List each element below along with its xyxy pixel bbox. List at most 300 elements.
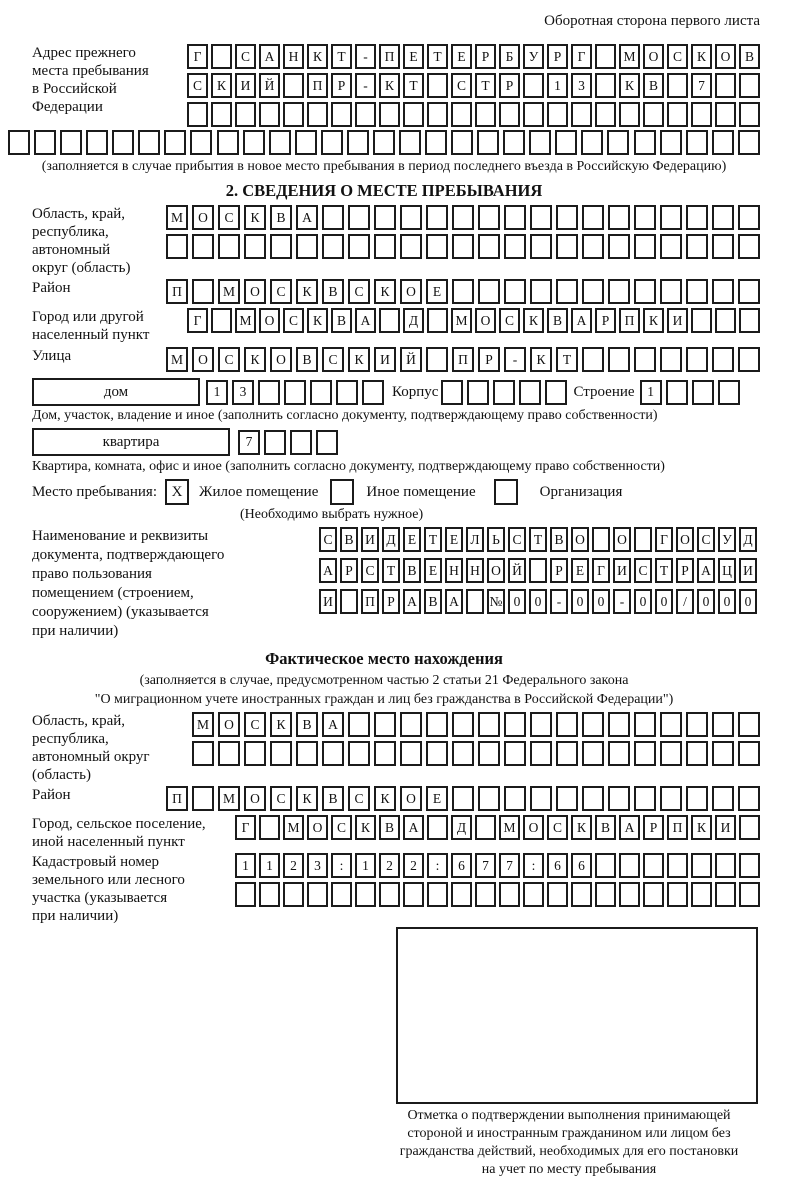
char-cell[interactable] [270, 234, 292, 259]
char-cell[interactable] [634, 712, 656, 737]
char-cell[interactable]: 1 [547, 73, 568, 98]
char-cell[interactable] [530, 741, 552, 766]
char-cell[interactable] [660, 741, 682, 766]
char-cell[interactable]: Т [655, 558, 673, 583]
char-cell[interactable] [556, 205, 578, 230]
char-cell[interactable]: С [218, 205, 240, 230]
char-cell[interactable] [34, 130, 56, 155]
char-cell[interactable]: Е [403, 527, 421, 552]
char-cell[interactable]: И [361, 527, 379, 552]
char-cell[interactable] [296, 741, 318, 766]
char-cell[interactable]: 0 [529, 589, 547, 614]
char-cell[interactable] [187, 102, 208, 127]
char-cell[interactable] [426, 347, 448, 372]
char-cell[interactable]: В [296, 712, 318, 737]
char-cell[interactable] [218, 741, 240, 766]
char-cell[interactable] [452, 741, 474, 766]
char-cell[interactable] [235, 882, 256, 907]
char-cell[interactable]: В [550, 527, 568, 552]
char-cell[interactable] [374, 741, 396, 766]
char-cell[interactable]: Е [571, 558, 589, 583]
char-cell[interactable]: 6 [571, 853, 592, 878]
char-cell[interactable]: Е [445, 527, 463, 552]
char-cell[interactable] [686, 279, 708, 304]
char-cell[interactable] [643, 853, 664, 878]
char-cell[interactable] [466, 589, 484, 614]
char-cell[interactable]: 7 [238, 430, 260, 455]
char-cell[interactable] [452, 712, 474, 737]
char-cell[interactable]: 6 [547, 853, 568, 878]
char-cell[interactable] [634, 130, 656, 155]
char-cell[interactable] [321, 130, 343, 155]
char-cell[interactable] [738, 786, 760, 811]
char-cell[interactable]: В [270, 205, 292, 230]
char-cell[interactable] [738, 347, 760, 372]
char-cell[interactable] [667, 882, 688, 907]
char-cell[interactable]: К [530, 347, 552, 372]
char-cell[interactable] [739, 73, 760, 98]
char-cell[interactable]: : [523, 853, 544, 878]
char-cell[interactable] [427, 308, 448, 333]
char-cell[interactable]: Т [427, 44, 448, 69]
char-cell[interactable]: - [355, 44, 376, 69]
char-cell[interactable] [686, 712, 708, 737]
char-cell[interactable]: К [296, 279, 318, 304]
char-cell[interactable] [712, 741, 734, 766]
char-cell[interactable]: С [331, 815, 352, 840]
char-cell[interactable]: П [166, 786, 188, 811]
char-cell[interactable]: К [379, 73, 400, 98]
char-cell[interactable] [691, 882, 712, 907]
char-cell[interactable] [715, 308, 736, 333]
char-cell[interactable] [348, 712, 370, 737]
char-cell[interactable]: С [451, 73, 472, 98]
char-cell[interactable]: А [403, 589, 421, 614]
char-cell[interactable]: К [211, 73, 232, 98]
char-cell[interactable] [348, 205, 370, 230]
char-cell[interactable] [660, 205, 682, 230]
char-cell[interactable]: И [235, 73, 256, 98]
char-cell[interactable] [739, 308, 760, 333]
char-cell[interactable]: 0 [655, 589, 673, 614]
char-cell[interactable] [166, 234, 188, 259]
char-cell[interactable] [686, 234, 708, 259]
char-cell[interactable]: В [331, 308, 352, 333]
checkbox-organizatsiya[interactable] [494, 479, 518, 505]
char-cell[interactable] [192, 234, 214, 259]
char-cell[interactable]: Г [235, 815, 256, 840]
char-cell[interactable]: О [192, 347, 214, 372]
char-cell[interactable] [322, 741, 344, 766]
char-cell[interactable]: / [676, 589, 694, 614]
char-cell[interactable]: К [355, 815, 376, 840]
char-cell[interactable] [582, 234, 604, 259]
char-cell[interactable] [504, 712, 526, 737]
char-cell[interactable]: С [218, 347, 240, 372]
char-cell[interactable]: О [270, 347, 292, 372]
char-cell[interactable] [582, 786, 604, 811]
char-cell[interactable] [211, 44, 232, 69]
char-cell[interactable] [307, 882, 328, 907]
char-cell[interactable]: Е [426, 279, 448, 304]
char-cell[interactable] [427, 882, 448, 907]
char-cell[interactable] [738, 279, 760, 304]
char-cell[interactable] [478, 279, 500, 304]
char-cell[interactable] [556, 234, 578, 259]
char-cell[interactable] [499, 882, 520, 907]
char-cell[interactable] [211, 102, 232, 127]
char-cell[interactable] [322, 234, 344, 259]
char-cell[interactable]: М [166, 347, 188, 372]
char-cell[interactable] [712, 712, 734, 737]
char-cell[interactable]: А [445, 589, 463, 614]
char-cell[interactable] [259, 815, 280, 840]
char-cell[interactable]: С [361, 558, 379, 583]
char-cell[interactable]: С [187, 73, 208, 98]
char-cell[interactable] [295, 130, 317, 155]
char-cell[interactable]: 7 [691, 73, 712, 98]
char-cell[interactable]: Й [400, 347, 422, 372]
char-cell[interactable] [427, 102, 448, 127]
char-cell[interactable] [243, 130, 265, 155]
char-cell[interactable]: Р [340, 558, 358, 583]
char-cell[interactable]: В [379, 815, 400, 840]
char-cell[interactable]: Г [187, 308, 208, 333]
char-cell[interactable]: К [619, 73, 640, 98]
char-cell[interactable] [595, 853, 616, 878]
char-cell[interactable] [244, 741, 266, 766]
char-cell[interactable] [316, 430, 338, 455]
char-cell[interactable] [667, 853, 688, 878]
char-cell[interactable]: Е [426, 786, 448, 811]
char-cell[interactable]: С [697, 527, 715, 552]
char-cell[interactable] [582, 279, 604, 304]
char-cell[interactable] [547, 102, 568, 127]
char-cell[interactable] [738, 234, 760, 259]
char-cell[interactable] [660, 786, 682, 811]
char-cell[interactable] [667, 73, 688, 98]
char-cell[interactable] [519, 380, 541, 405]
char-cell[interactable] [451, 102, 472, 127]
char-cell[interactable]: Г [655, 527, 673, 552]
char-cell[interactable]: - [504, 347, 526, 372]
char-cell[interactable]: С [270, 786, 292, 811]
char-cell[interactable] [374, 205, 396, 230]
char-cell[interactable]: 1 [355, 853, 376, 878]
char-cell[interactable] [258, 380, 280, 405]
char-cell[interactable]: 6 [451, 853, 472, 878]
char-cell[interactable]: Ь [487, 527, 505, 552]
char-cell[interactable]: С [634, 558, 652, 583]
char-cell[interactable] [86, 130, 108, 155]
char-cell[interactable] [523, 73, 544, 98]
char-cell[interactable]: К [348, 347, 370, 372]
char-cell[interactable] [8, 130, 30, 155]
char-cell[interactable] [530, 712, 552, 737]
char-cell[interactable]: Й [508, 558, 526, 583]
char-cell[interactable] [582, 741, 604, 766]
char-cell[interactable]: И [667, 308, 688, 333]
char-cell[interactable] [478, 712, 500, 737]
char-cell[interactable] [739, 815, 760, 840]
char-cell[interactable]: Т [403, 73, 424, 98]
char-cell[interactable]: С [667, 44, 688, 69]
char-cell[interactable]: И [319, 589, 337, 614]
char-cell[interactable] [452, 279, 474, 304]
char-cell[interactable] [478, 741, 500, 766]
char-cell[interactable] [452, 205, 474, 230]
char-cell[interactable]: К [523, 308, 544, 333]
char-cell[interactable]: В [340, 527, 358, 552]
char-cell[interactable]: - [613, 589, 631, 614]
char-cell[interactable] [607, 130, 629, 155]
char-cell[interactable] [478, 786, 500, 811]
char-cell[interactable]: 1 [640, 380, 662, 405]
char-cell[interactable]: К [691, 815, 712, 840]
checkbox-inoe[interactable] [330, 479, 354, 505]
char-cell[interactable] [686, 205, 708, 230]
char-cell[interactable] [581, 130, 603, 155]
char-cell[interactable]: В [322, 279, 344, 304]
char-cell[interactable] [270, 741, 292, 766]
char-cell[interactable] [712, 347, 734, 372]
char-cell[interactable]: О [676, 527, 694, 552]
char-cell[interactable]: С [270, 279, 292, 304]
char-cell[interactable] [718, 380, 740, 405]
char-cell[interactable]: Р [643, 815, 664, 840]
char-cell[interactable] [452, 234, 474, 259]
char-cell[interactable]: В [739, 44, 760, 69]
char-cell[interactable] [619, 102, 640, 127]
char-cell[interactable] [660, 234, 682, 259]
char-cell[interactable] [571, 882, 592, 907]
char-cell[interactable] [348, 741, 370, 766]
char-cell[interactable]: В [403, 558, 421, 583]
char-cell[interactable] [503, 130, 525, 155]
char-cell[interactable]: Т [382, 558, 400, 583]
char-cell[interactable]: К [244, 205, 266, 230]
char-cell[interactable]: Т [529, 527, 547, 552]
char-cell[interactable]: Е [403, 44, 424, 69]
char-cell[interactable] [634, 234, 656, 259]
char-cell[interactable] [738, 130, 760, 155]
char-cell[interactable] [322, 205, 344, 230]
char-cell[interactable] [362, 380, 384, 405]
char-cell[interactable] [608, 347, 630, 372]
char-cell[interactable]: В [547, 308, 568, 333]
char-cell[interactable] [686, 130, 708, 155]
char-cell[interactable]: Й [259, 73, 280, 98]
char-cell[interactable]: А [619, 815, 640, 840]
char-cell[interactable] [619, 882, 640, 907]
char-cell[interactable]: К [643, 308, 664, 333]
char-cell[interactable]: А [571, 308, 592, 333]
char-cell[interactable] [529, 130, 551, 155]
char-cell[interactable]: К [374, 786, 396, 811]
char-cell[interactable] [331, 102, 352, 127]
char-cell[interactable] [475, 102, 496, 127]
char-cell[interactable]: 1 [206, 380, 228, 405]
char-cell[interactable]: 0 [508, 589, 526, 614]
char-cell[interactable] [493, 380, 515, 405]
char-cell[interactable]: О [613, 527, 631, 552]
char-cell[interactable] [715, 73, 736, 98]
char-cell[interactable]: П [166, 279, 188, 304]
char-cell[interactable] [523, 102, 544, 127]
char-cell[interactable] [290, 430, 312, 455]
char-cell[interactable]: А [322, 712, 344, 737]
char-cell[interactable] [452, 786, 474, 811]
char-cell[interactable] [403, 882, 424, 907]
char-cell[interactable]: О [218, 712, 240, 737]
char-cell[interactable]: В [322, 786, 344, 811]
char-cell[interactable] [379, 102, 400, 127]
char-cell[interactable]: : [331, 853, 352, 878]
char-cell[interactable] [504, 786, 526, 811]
char-cell[interactable]: С [348, 279, 370, 304]
char-cell[interactable]: 1 [235, 853, 256, 878]
char-cell[interactable]: О [307, 815, 328, 840]
char-cell[interactable] [715, 853, 736, 878]
char-cell[interactable]: К [571, 815, 592, 840]
char-cell[interactable] [691, 853, 712, 878]
char-cell[interactable] [619, 853, 640, 878]
char-cell[interactable]: О [244, 786, 266, 811]
char-cell[interactable] [712, 279, 734, 304]
char-cell[interactable] [467, 380, 489, 405]
char-cell[interactable] [427, 73, 448, 98]
char-cell[interactable] [686, 786, 708, 811]
char-cell[interactable]: 0 [571, 589, 589, 614]
char-cell[interactable] [379, 882, 400, 907]
char-cell[interactable]: Р [499, 73, 520, 98]
char-cell[interactable] [691, 308, 712, 333]
char-cell[interactable]: В [296, 347, 318, 372]
char-cell[interactable] [634, 741, 656, 766]
char-cell[interactable]: 1 [259, 853, 280, 878]
char-cell[interactable]: Т [424, 527, 442, 552]
char-cell[interactable]: 7 [475, 853, 496, 878]
char-cell[interactable] [530, 786, 552, 811]
char-cell[interactable] [373, 130, 395, 155]
char-cell[interactable]: О [715, 44, 736, 69]
char-cell[interactable] [307, 102, 328, 127]
char-cell[interactable] [283, 882, 304, 907]
char-cell[interactable] [571, 102, 592, 127]
char-cell[interactable] [477, 130, 499, 155]
char-cell[interactable] [712, 234, 734, 259]
char-cell[interactable] [556, 786, 578, 811]
char-cell[interactable] [235, 102, 256, 127]
char-cell[interactable]: Н [466, 558, 484, 583]
char-cell[interactable]: К [296, 786, 318, 811]
char-cell[interactable] [340, 589, 358, 614]
char-cell[interactable]: П [307, 73, 328, 98]
char-cell[interactable] [608, 741, 630, 766]
char-cell[interactable] [555, 130, 577, 155]
char-cell[interactable] [451, 882, 472, 907]
char-cell[interactable]: Т [556, 347, 578, 372]
char-cell[interactable] [608, 279, 630, 304]
char-cell[interactable] [211, 308, 232, 333]
char-cell[interactable]: М [451, 308, 472, 333]
char-cell[interactable] [374, 234, 396, 259]
char-cell[interactable]: 0 [592, 589, 610, 614]
char-cell[interactable] [400, 741, 422, 766]
char-cell[interactable]: Т [475, 73, 496, 98]
char-cell[interactable]: С [244, 712, 266, 737]
char-cell[interactable]: М [283, 815, 304, 840]
char-cell[interactable]: К [307, 44, 328, 69]
char-cell[interactable] [427, 815, 448, 840]
char-cell[interactable]: Р [478, 347, 500, 372]
char-cell[interactable] [192, 741, 214, 766]
char-cell[interactable]: О [244, 279, 266, 304]
char-cell[interactable] [608, 786, 630, 811]
char-cell[interactable] [582, 712, 604, 737]
char-cell[interactable]: К [374, 279, 396, 304]
char-cell[interactable] [712, 130, 734, 155]
checkbox-zhiloe[interactable]: X [165, 479, 189, 505]
char-cell[interactable]: С [508, 527, 526, 552]
char-cell[interactable] [504, 741, 526, 766]
char-cell[interactable]: - [355, 73, 376, 98]
char-cell[interactable] [715, 882, 736, 907]
char-cell[interactable] [331, 882, 352, 907]
char-cell[interactable] [426, 741, 448, 766]
char-cell[interactable] [738, 741, 760, 766]
char-cell[interactable] [545, 380, 567, 405]
char-cell[interactable]: И [715, 815, 736, 840]
char-cell[interactable]: М [499, 815, 520, 840]
char-cell[interactable]: № [487, 589, 505, 614]
char-cell[interactable]: 0 [718, 589, 736, 614]
char-cell[interactable]: О [400, 279, 422, 304]
char-cell[interactable]: А [403, 815, 424, 840]
char-cell[interactable] [715, 102, 736, 127]
char-cell[interactable]: 2 [379, 853, 400, 878]
char-cell[interactable] [595, 73, 616, 98]
char-cell[interactable] [399, 130, 421, 155]
char-cell[interactable]: Д [403, 308, 424, 333]
char-cell[interactable] [608, 205, 630, 230]
char-cell[interactable] [400, 712, 422, 737]
char-cell[interactable]: С [499, 308, 520, 333]
char-cell[interactable] [634, 279, 656, 304]
char-cell[interactable] [269, 130, 291, 155]
char-cell[interactable] [608, 712, 630, 737]
char-cell[interactable] [739, 102, 760, 127]
char-cell[interactable] [164, 130, 186, 155]
char-cell[interactable] [504, 234, 526, 259]
char-cell[interactable]: О [475, 308, 496, 333]
char-cell[interactable] [738, 712, 760, 737]
char-cell[interactable] [426, 205, 448, 230]
char-cell[interactable] [355, 102, 376, 127]
char-cell[interactable] [244, 234, 266, 259]
char-cell[interactable]: П [379, 44, 400, 69]
char-cell[interactable] [400, 234, 422, 259]
char-cell[interactable] [523, 882, 544, 907]
char-cell[interactable] [634, 205, 656, 230]
char-cell[interactable] [296, 234, 318, 259]
char-cell[interactable] [451, 130, 473, 155]
char-cell[interactable]: И [613, 558, 631, 583]
char-cell[interactable] [529, 558, 547, 583]
char-cell[interactable]: Р [475, 44, 496, 69]
char-cell[interactable]: А [319, 558, 337, 583]
char-cell[interactable] [264, 430, 286, 455]
